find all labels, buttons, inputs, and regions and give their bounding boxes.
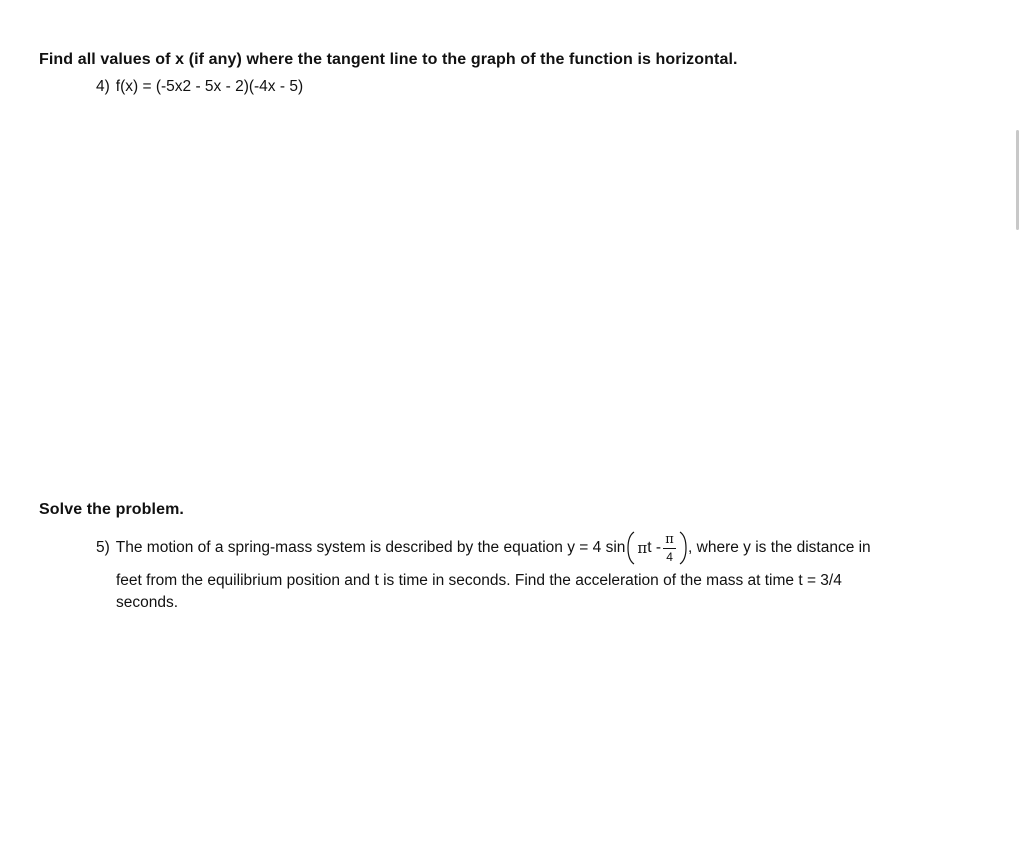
fraction-numerator: π xyxy=(665,532,674,547)
vertical-scrollbar[interactable] xyxy=(1016,130,1019,230)
right-paren-icon xyxy=(678,530,688,566)
problem-4-function: f(x) = (-5x2 - 5x - 2)(-4x - 5) xyxy=(115,78,304,95)
pi-over-4-fraction xyxy=(663,533,676,563)
section-heading-solve: Solve the problem. xyxy=(39,501,184,518)
problem-5-line-2: feet from the equilibrium position and t is time in seconds. Find the acceleration of the mass at time t = 3/4 xyxy=(116,572,842,589)
problem-4 xyxy=(96,78,303,96)
problem-number: 5) xyxy=(96,539,110,556)
fraction-denominator: 4 xyxy=(666,550,673,564)
problem-5-text-before: The motion of a spring-mass system is described by the equation y = 4 sin xyxy=(115,539,626,556)
problem-5-line-1 xyxy=(96,532,871,564)
problem-5-line-3: seconds. xyxy=(116,594,179,611)
problem-5-text-after: , where y is the distance in xyxy=(688,539,871,556)
pi-symbol: π xyxy=(637,539,648,557)
problem-5-inside-paren: t - xyxy=(647,539,662,556)
left-paren-icon xyxy=(625,530,637,566)
section-heading-tangent: Find all values of x (if any) where the tangent line to the graph of the function is horizontal. xyxy=(39,51,738,68)
problem-number: 4) xyxy=(96,78,110,95)
